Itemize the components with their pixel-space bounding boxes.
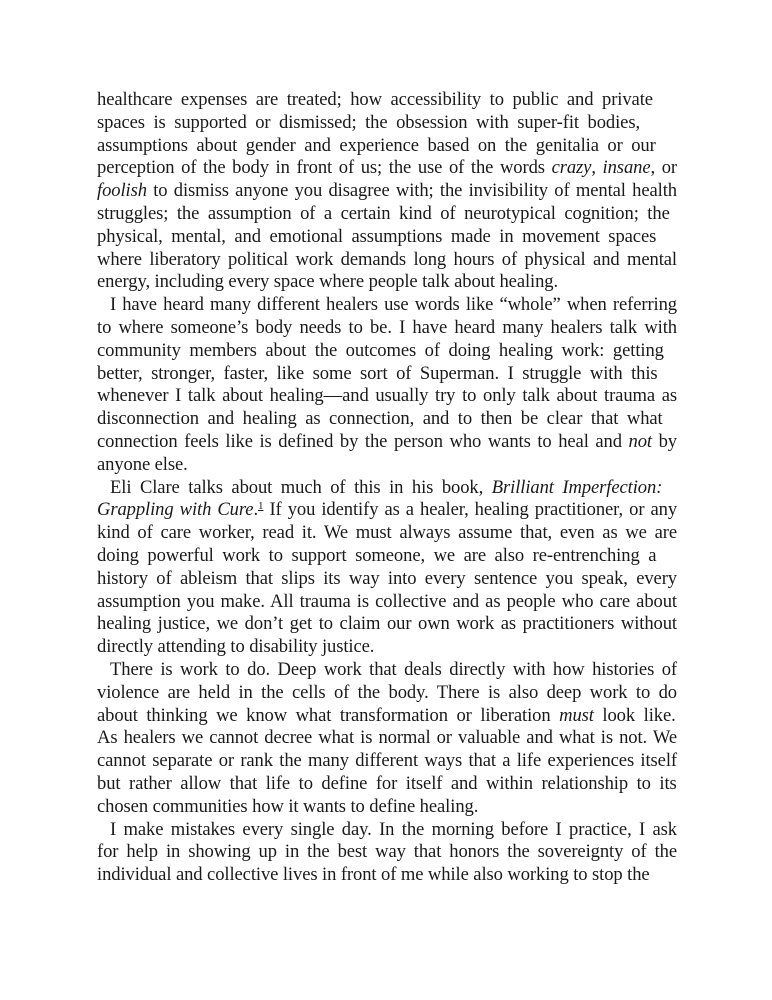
text-run: .: [253, 499, 258, 521]
text-line: [97, 249, 677, 272]
italic-text: crazy: [551, 157, 592, 179]
text-run: , or: [650, 157, 677, 179]
text-line: [97, 271, 677, 294]
text-run: individual and collective lives in front of me while also working to stop the: [97, 864, 650, 886]
page-body: [97, 89, 677, 887]
text-run: As healers we cannot decree what is normal or valuable and what is not. We: [97, 727, 677, 749]
text-run: doing powerful work to support someone, we are also re-entrenching a: [97, 544, 657, 566]
text-run: I have heard many different healers use words like “whole” when referring: [110, 294, 677, 316]
text-line: [97, 157, 677, 180]
text-line: [97, 112, 677, 135]
text-run: struggles; the assumption of a certain kind of neurotypical cognition; the: [97, 202, 670, 224]
text-run: physical, mental, and emotional assumptions made in movement spaces: [97, 225, 657, 247]
text-run: cannot separate or rank the many different ways that a life experiences itself: [97, 750, 677, 772]
text-line: [97, 499, 677, 522]
text-run: better, stronger, faster, like some sort of Superman. I struggle with this: [97, 362, 658, 384]
text-line: [97, 841, 677, 864]
italic-text: not: [628, 430, 652, 452]
text-run: kind of care worker, read it. We must always assume that, even as we are: [97, 522, 677, 544]
text-run: but rather allow that life to define for itself and within relationship to its: [97, 772, 677, 794]
text-run: anyone else.: [97, 453, 188, 475]
text-run: energy, including every space where people talk about healing.: [97, 271, 559, 293]
text-run: If you identify as a healer, healing practitioner, or any: [263, 499, 678, 521]
text-run: where liberatory political work demands long hours of physical and mental: [97, 248, 677, 270]
paragraph: [97, 659, 677, 819]
text-line: [97, 454, 677, 477]
text-line: [97, 727, 677, 750]
text-line: [97, 522, 677, 545]
text-run: assumptions about gender and experience based on the genitalia or our: [97, 134, 656, 156]
text-run: assumption you make. All trauma is collective and as people who care about: [97, 590, 677, 612]
text-line: [97, 545, 677, 568]
text-line: [97, 682, 677, 705]
footnote-ref[interactable]: 1: [258, 500, 264, 513]
text-run: disconnection and healing as connection, and to then be clear that what: [97, 408, 663, 430]
text-run: perception of the body in front of us; the use of the words: [97, 157, 552, 179]
text-run: to dismiss anyone you disagree with; the invisibility of mental health: [146, 180, 677, 202]
text-line: [97, 659, 677, 682]
text-run: There is work to do. Deep work that deals directly with how histories of: [110, 658, 677, 680]
text-line: [97, 477, 677, 500]
text-line: [97, 613, 677, 636]
text-run: healthcare expenses are treated; how accessibility to public and private: [97, 89, 653, 110]
paragraph: [97, 477, 677, 659]
text-run: spaces is supported or dismissed; the obsession with super-fit bodies,: [97, 111, 640, 133]
text-run: ,: [591, 157, 603, 179]
text-line: [97, 363, 677, 386]
text-run: violence are held in the cells of the body. There is also deep work to do: [97, 681, 677, 703]
text-line: [97, 89, 677, 112]
text-run: chosen communities how it wants to define healing.: [97, 795, 479, 817]
text-line: [97, 864, 677, 887]
text-line: [97, 431, 677, 454]
text-line: [97, 340, 677, 363]
text-line: [97, 180, 677, 203]
text-run: for help in showing up in the best way that honors the sovereignty of the: [97, 841, 677, 863]
text-line: [97, 294, 677, 317]
italic-text: Grappling with Cure: [97, 499, 254, 521]
text-run: to where someone’s body needs to be. I have heard many healers talk with: [97, 316, 677, 338]
text-run: connection feels like is defined by the person who wants to heal and: [97, 430, 629, 452]
text-line: [97, 705, 677, 728]
text-line: [97, 226, 677, 249]
text-run: look like.: [593, 704, 676, 726]
paragraph: [97, 819, 677, 887]
text-run: healing justice, we don’t get to claim our own work as practitioners without: [97, 613, 677, 635]
text-run: about thinking we know what transformation or liberation: [97, 704, 560, 726]
text-line: [97, 385, 677, 408]
italic-text: foolish: [97, 180, 147, 202]
text-line: [97, 568, 677, 591]
paragraph: [97, 89, 677, 294]
text-run: I make mistakes every single day. In the morning before I practice, I ask: [110, 818, 677, 840]
paragraph: [97, 294, 677, 476]
text-run: by: [651, 430, 677, 452]
text-run: whenever I talk about healing—and usually try to only talk about trauma as: [97, 385, 677, 407]
text-run: community members about the outcomes of doing healing work: getting: [97, 339, 664, 361]
text-line: [97, 408, 677, 431]
text-run: history of ableism that slips its way into every sentence you speak, every: [97, 567, 677, 589]
italic-text: insane: [602, 157, 651, 179]
text-line: [97, 773, 677, 796]
text-line: [97, 591, 677, 614]
text-line: [97, 750, 677, 773]
italic-text: Brilliant Imperfection:: [491, 476, 663, 498]
text-run: Eli Clare talks about much of this in his book,: [110, 476, 492, 498]
text-run: directly attending to disability justice.: [97, 636, 375, 658]
text-line: [97, 203, 677, 226]
text-line: [97, 636, 677, 659]
text-line: [97, 317, 677, 340]
text-line: [97, 135, 677, 158]
text-line: [97, 796, 677, 819]
italic-text: must: [559, 704, 594, 726]
text-line: [97, 819, 677, 842]
